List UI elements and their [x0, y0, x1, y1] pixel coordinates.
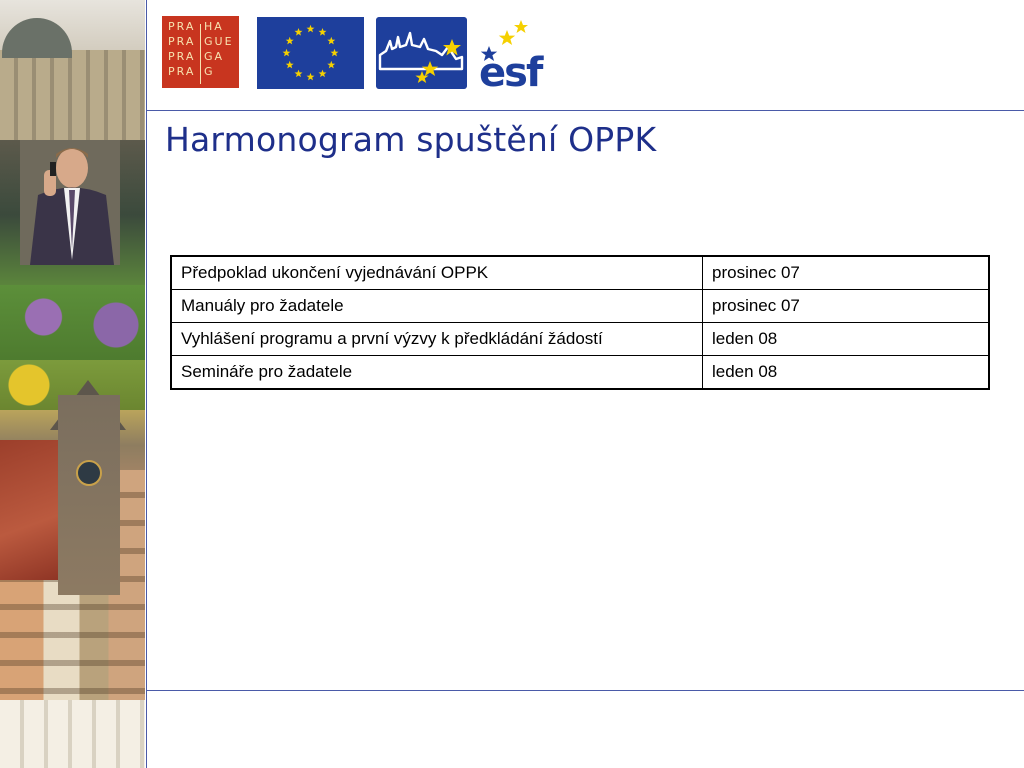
date-cell: leden 08 [703, 323, 990, 356]
schedule-table [170, 255, 990, 390]
praha-logo-text: HA [204, 20, 224, 33]
prague-skyline-icon [376, 17, 467, 89]
task-cell: Manuály pro žadatele [171, 290, 703, 323]
collage-market-awnings [0, 700, 145, 768]
task-cell: Vyhlášení programu a první výzvy k předkládání žádostí [171, 323, 703, 356]
praha-logo-right [201, 20, 239, 84]
esf-logo-icon [477, 16, 567, 90]
praha-logo-left [162, 20, 200, 84]
table-row [171, 356, 989, 390]
praha-logo-text: G [204, 65, 215, 78]
praha-logo-text: PRA [168, 20, 196, 33]
collage-building [0, 50, 145, 140]
praha-logo-text: GUE [204, 35, 234, 48]
task-cell: Předpoklad ukončení vyjednávání OPPK [171, 256, 703, 290]
praha-logo-text: PRA [168, 65, 196, 78]
task-cell: Semináře pro žadatele [171, 356, 703, 390]
collage-clock-tower [58, 395, 120, 595]
page-title: Harmonogram spuštění OPPK [165, 120, 657, 159]
footer-divider [146, 690, 1024, 691]
esf-logo-text: esf [479, 50, 542, 90]
date-cell: prosinec 07 [703, 256, 990, 290]
clock-icon [76, 460, 102, 486]
table-row [171, 290, 989, 323]
collage-garden [0, 285, 145, 365]
praha-logo-text: GA [204, 50, 225, 63]
collage-red-roofs [0, 440, 58, 580]
vertical-divider [146, 0, 147, 768]
table-row [171, 323, 989, 356]
praha-logo-text: PRA [168, 35, 196, 48]
header-divider [146, 110, 1024, 111]
praha-logo-text: PRA [168, 50, 196, 63]
date-cell: leden 08 [703, 356, 990, 390]
prague-photo-collage [0, 0, 145, 768]
date-cell: prosinec 07 [703, 290, 990, 323]
table-row [171, 256, 989, 290]
businessman-photo [20, 140, 120, 265]
praha-logo [162, 16, 239, 88]
eu-flag-icon [257, 17, 364, 89]
